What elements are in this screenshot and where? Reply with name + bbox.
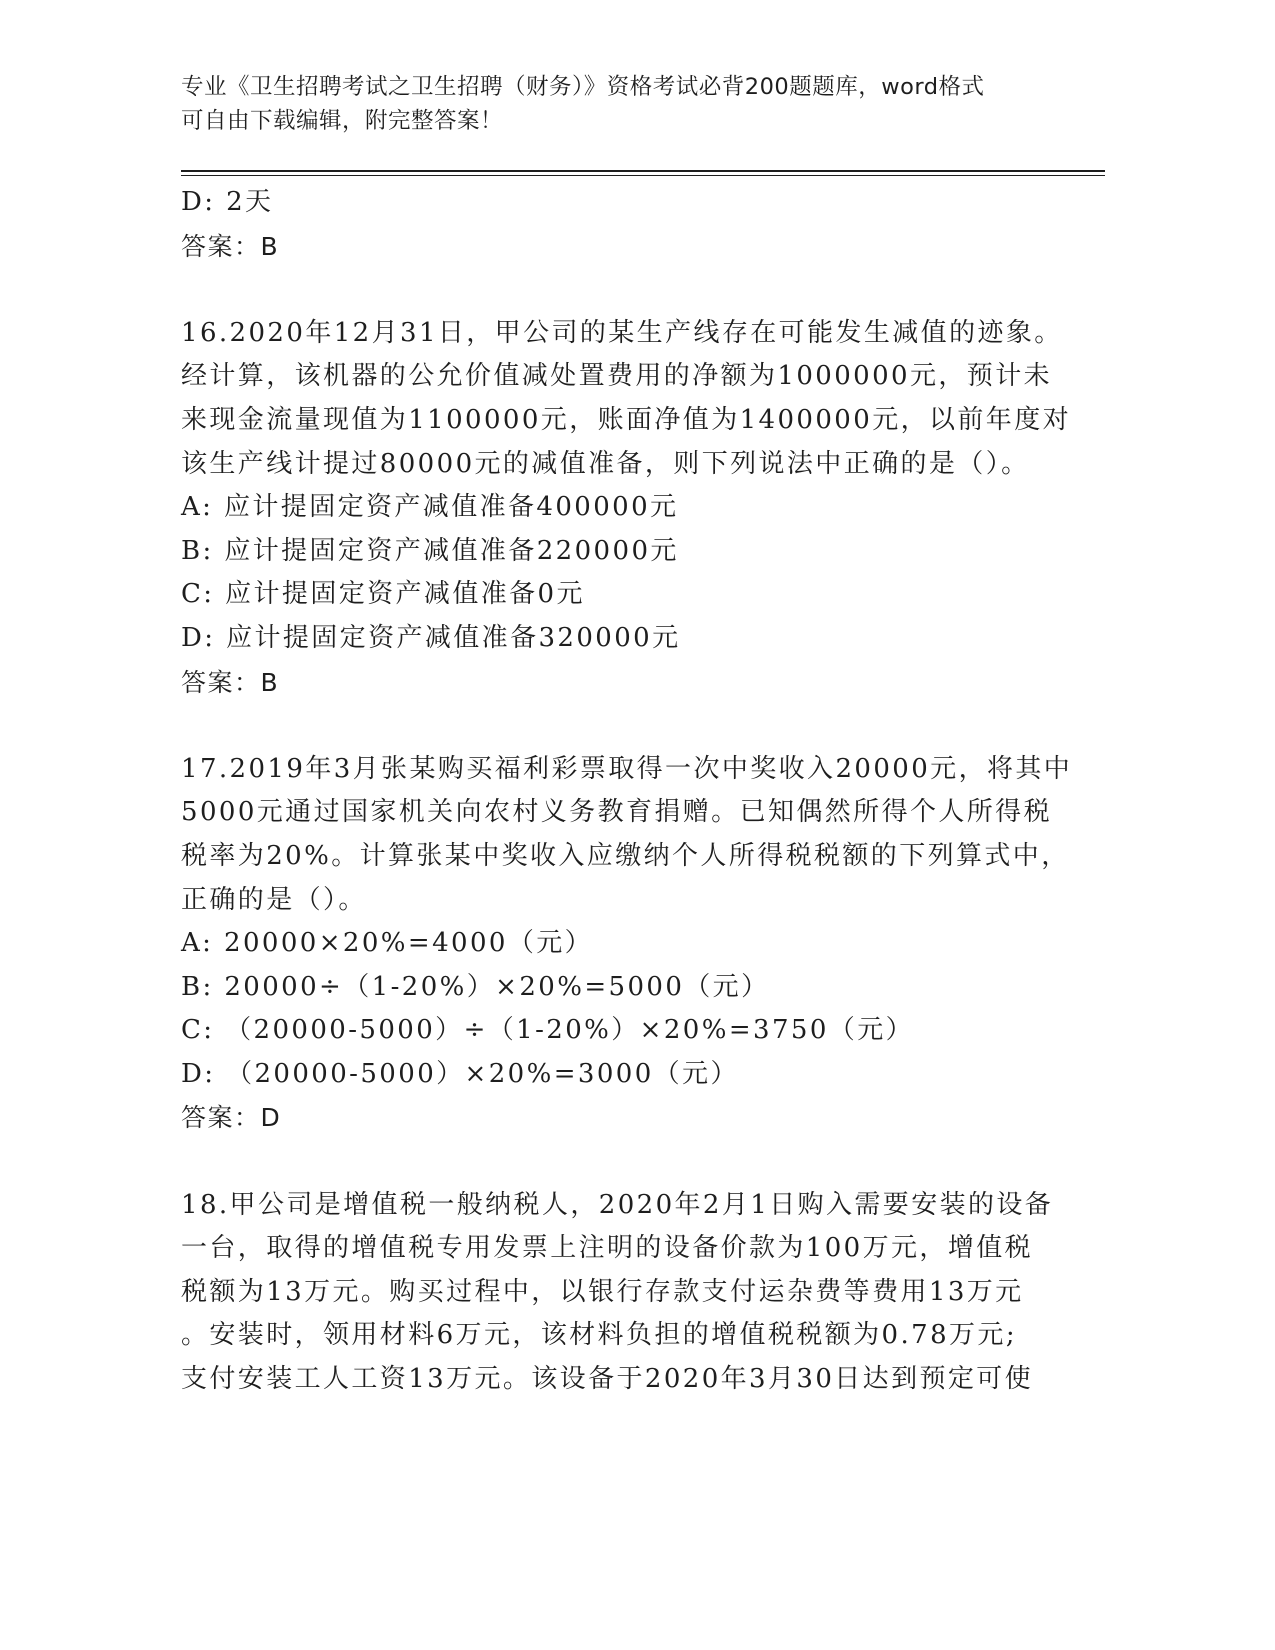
question-stem-line: 一台，取得的增值税专用发票上注明的设备价款为100万元，增值税 xyxy=(181,1233,1034,1264)
header-divider-thin xyxy=(181,175,1105,176)
option-b: B: 应计提固定资产减值准备220000元 xyxy=(181,535,679,566)
option-d: D: 应计提固定资产减值准备320000元 xyxy=(181,622,681,653)
document-body xyxy=(181,181,1073,1402)
question-stem-line: 来现金流量现值为1100000元，账面净值为1400000元，以前年度对 xyxy=(181,404,1071,435)
question-16 xyxy=(181,312,1071,704)
prev-option-d: D: 2天 xyxy=(181,187,274,217)
option-c: C: （20000-5000）÷（1-20%）×20%=3750（元） xyxy=(181,1015,915,1046)
option-d: D: （20000-5000）×20%=3000（元） xyxy=(181,1058,739,1089)
question-stem-line: 支付安装工人工资13万元。该设备于2020年3月30日达到预定可使 xyxy=(181,1364,1034,1395)
option-a: A: 20000×20%=4000（元） xyxy=(181,928,594,959)
question-stem-line: 5000元通过国家机关向农村义务教育捐赠。已知偶然所得个人所得税 xyxy=(181,797,1052,828)
spacer xyxy=(181,1140,1061,1184)
spacer xyxy=(181,704,1061,748)
question-stem-line: 经计算，该机器的公允价值减处置费用的净额为1000000元，预计未 xyxy=(181,361,1052,392)
spacer xyxy=(181,268,1061,312)
option-c: C: 应计提固定资产减值准备0元 xyxy=(181,579,585,610)
answer: 答案：D xyxy=(181,1103,282,1133)
prev-answer: 答案：B xyxy=(181,231,280,261)
question-stem-line: 16.2020年12月31日，甲公司的某生产线存在可能发生减值的迹象。 xyxy=(181,317,1063,348)
question-17 xyxy=(181,748,1073,1140)
answer: 答案：B xyxy=(181,667,280,697)
header-title-line-2: 可自由下载编辑，附完整答案！ xyxy=(181,108,504,134)
question-stem-line: 。安装时，领用材料6万元，该材料负担的增值税税额为0.78万元; xyxy=(181,1320,1017,1351)
page-header xyxy=(181,70,1061,138)
question-stem-line: 17.2019年3月张某购买福利彩票取得一次中奖收入20000元，将其中 xyxy=(181,753,1073,784)
question-stem-line: 税率为20%。计算张某中奖收入应缴纳个人所得税税额的下列算式中， xyxy=(181,840,1070,871)
header-divider-thick xyxy=(181,170,1105,172)
option-b: B: 20000÷（1-20%）×20%=5000（元） xyxy=(181,971,770,1002)
question-18 xyxy=(181,1184,1061,1402)
question-stem-line: 该生产线计提过80000元的减值准备，则下列说法中正确的是（）。 xyxy=(181,448,1030,479)
question-stem-line: 18.甲公司是增值税一般纳税人，2020年2月1日购入需要安装的设备 xyxy=(181,1189,1054,1220)
question-stem-line: 正确的是（）。 xyxy=(181,884,367,915)
question-stem-line: 税额为13万元。购买过程中，以银行存款支付运杂费等费用13万元 xyxy=(181,1276,1024,1307)
option-a: A: 应计提固定资产减值准备400000元 xyxy=(181,492,679,523)
header-title-line-1: 专业《卫生招聘考试之卫生招聘（财务）》资格考试必背200题题库，word格式 xyxy=(181,74,985,100)
